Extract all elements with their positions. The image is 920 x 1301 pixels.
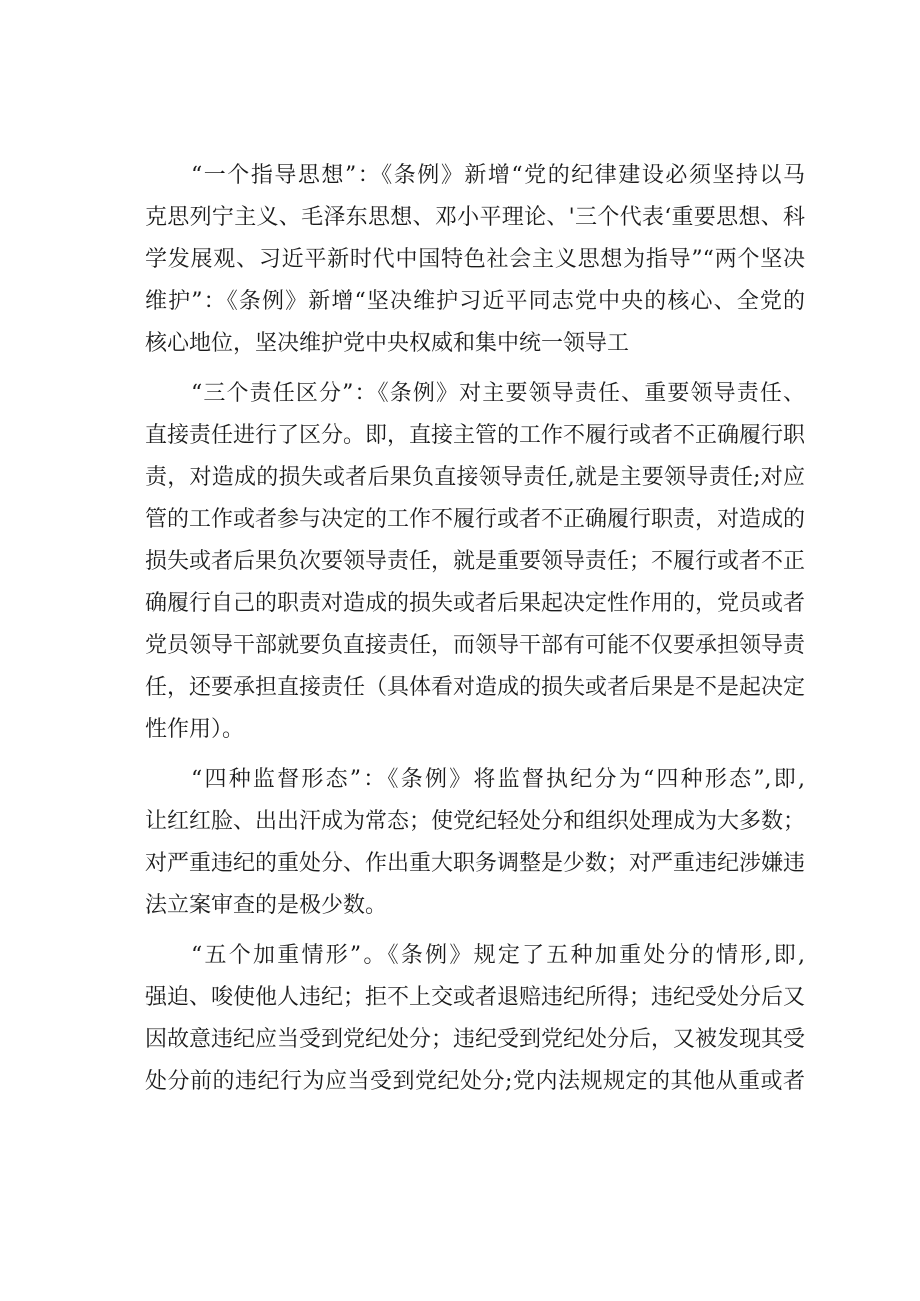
text-line: 强迫、唆使他人违纪；拒不上交或者退赔违纪所得；违纪受处分后又 — [145, 985, 806, 1010]
text-line: 处分前的违纪行为应当受到党纪处分;党内法规规定的其他从重或者 — [145, 1069, 805, 1094]
text-line: “四种监督形态”：《条例》将监督执纪分为“四种形态”,即, — [191, 767, 805, 792]
paragraph-guiding-thought — [145, 155, 805, 365]
text-line: 责，对造成的损失或者后果负直接领导责任,就是主要领导责任;对应 — [145, 465, 805, 490]
text-line: 性作用）。 — [145, 717, 245, 742]
text-line: 维护”：《条例》新增“坚决维护习近平同志党中央的核心、全党的 — [145, 289, 805, 314]
text-line: 党员领导干部就要负直接责任，而领导干部有可能不仅要承担领导责 — [145, 633, 806, 658]
text-line: 任，还要承担直接责任（具体看对造成的损失或者后果是不是起决定 — [145, 675, 806, 700]
text-line: 管的工作或者参与决定的工作不履行或者不正确履行职责，对造成的 — [145, 507, 806, 532]
text-line: “五个加重情形”。《条例》规定了五种加重处分的情形,即, — [191, 943, 805, 968]
text-line: “一个指导思想”：《条例》新增“党的纪律建设必须坚持以马 — [191, 163, 805, 188]
text-line: 对严重违纪的重处分、作出重大职务调整是少数；对严重违纪涉嫌违 — [145, 851, 806, 876]
text-line: 确履行自己的职责对造成的损失或者后果起决定性作用的，党员或者 — [145, 591, 806, 616]
text-line: 克思列宁主义、毛泽东思想、邓小平理论、'三个代表‘重要思想、科 — [145, 205, 805, 230]
text-line: 直接责任进行了区分。即，直接主管的工作不履行或者不正确履行职 — [145, 423, 806, 448]
document-body — [145, 155, 805, 1103]
text-line: 损失或者后果负次要领导责任，就是重要领导责任；不履行或者不正 — [145, 549, 806, 574]
text-line: 因故意违纪应当受到党纪处分；违纪受到党纪处分后，又被发现其受 — [145, 1027, 806, 1052]
text-line: 学发展观、习近平新时代中国特色社会主义思想为指导”“两个坚决 — [145, 247, 805, 272]
paragraph-responsibility-distinction — [145, 373, 805, 751]
paragraph-aggravating-circumstances — [145, 935, 805, 1103]
text-line: 让红红脸、出出汗成为常态；使党纪轻处分和组织处理成为大多数； — [145, 809, 806, 834]
paragraph-supervision-forms — [145, 759, 805, 927]
text-line: “三个责任区分”：《条例》对主要领导责任、重要领导责任、 — [191, 381, 805, 406]
text-line: 法立案审查的是极少数。 — [145, 893, 388, 918]
text-line: 核心地位，坚决维护党中央权威和集中统一领导工 — [145, 331, 630, 356]
